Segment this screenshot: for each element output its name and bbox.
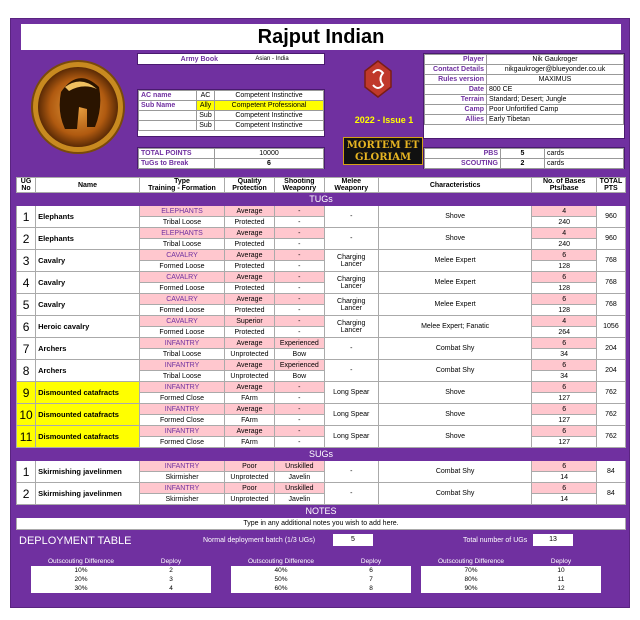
header-type: Type Training - Formation: [139, 178, 224, 193]
outscouting-diff-value: 10%: [31, 566, 131, 575]
unit-protection[interactable]: FArm: [225, 393, 275, 404]
unit-shooting[interactable]: Experienced: [274, 338, 324, 349]
melee-weaponry-cell[interactable]: Charging Lancer: [324, 294, 378, 316]
unit-protection[interactable]: Protected: [225, 283, 275, 294]
unit-weaponry[interactable]: -: [274, 239, 324, 250]
unit-characteristics[interactable]: Shove: [378, 228, 532, 250]
unit-protection[interactable]: Unprotected: [225, 371, 275, 382]
unit-characteristics[interactable]: Combat Shy: [378, 483, 532, 505]
unit-weaponry[interactable]: -: [274, 327, 324, 338]
melee-weaponry-cell[interactable]: -: [324, 206, 378, 228]
notes-section-header: NOTES: [17, 505, 626, 518]
unit-characteristics[interactable]: Combat Shy: [378, 360, 532, 382]
unit-type[interactable]: INFANTRY: [139, 382, 224, 393]
terrain-value[interactable]: Standard; Desert; Jungle: [487, 95, 624, 105]
unit-protection[interactable]: Protected: [225, 261, 275, 272]
unit-shooting[interactable]: Unskilled: [274, 483, 324, 494]
unit-shooting[interactable]: -: [274, 316, 324, 327]
pbs-scouting-box: [423, 147, 625, 169]
unit-pts-per-base: 34: [532, 371, 596, 382]
deploy-value: 12: [521, 584, 601, 593]
melee-weaponry-cell[interactable]: Charging Lancer: [324, 316, 378, 338]
unit-pts-per-base: 240: [532, 217, 596, 228]
mortem-logo-text: MORTEM ET GLORIAM: [346, 140, 420, 163]
ug-number: 6: [17, 316, 36, 338]
unit-characteristics[interactable]: Melee Expert: [378, 272, 532, 294]
unit-quality[interactable]: Poor: [225, 461, 275, 472]
deploy-header: Deploy: [360, 558, 382, 565]
ac-value[interactable]: Competent Instinctive: [215, 91, 324, 101]
ug-number: 4: [17, 272, 36, 294]
ug-number: 3: [17, 250, 36, 272]
unit-formation[interactable]: Tribal Loose: [139, 217, 224, 228]
unit-formation[interactable]: Skirmisher: [139, 472, 224, 483]
unit-shooting[interactable]: -: [274, 272, 324, 283]
tugs-break-value: 6: [215, 159, 324, 169]
unit-total-pts: 1056: [596, 316, 625, 338]
unit-quality[interactable]: Average: [225, 382, 275, 393]
terrain-label: Terrain: [425, 95, 487, 105]
unit-total-pts: 768: [596, 250, 625, 272]
unit-pts-per-base: 127: [532, 393, 596, 404]
unit-protection[interactable]: FArm: [225, 415, 275, 426]
unit-row: [17, 272, 626, 283]
unit-formation[interactable]: Formed Loose: [139, 305, 224, 316]
notes-field[interactable]: Type in any additional notes you wish to add here.: [17, 518, 626, 530]
army-list-sheet: [10, 18, 630, 608]
unit-weaponry[interactable]: -: [274, 437, 324, 448]
melee-weaponry-cell[interactable]: Long Spear: [324, 382, 378, 404]
batch-value[interactable]: 5: [333, 534, 373, 546]
unit-name[interactable]: Dismounted catafracts: [36, 382, 140, 404]
allies-label: Allies: [425, 115, 487, 125]
unit-type[interactable]: ELEPHANTS: [139, 228, 224, 239]
unit-total-pts: 768: [596, 294, 625, 316]
melee-weaponry-cell[interactable]: Long Spear: [324, 404, 378, 426]
sugs-section-header: SUGs: [17, 448, 626, 461]
unit-bases[interactable]: 6: [532, 360, 596, 371]
sub-label-empty: [139, 121, 197, 131]
unit-type[interactable]: CAVALRY: [139, 316, 224, 327]
unit-formation[interactable]: Formed Close: [139, 437, 224, 448]
unit-characteristics[interactable]: Shove: [378, 206, 532, 228]
outscouting-table: [31, 557, 211, 593]
unit-shooting[interactable]: -: [274, 206, 324, 217]
header-melee: Melee Weaponry: [324, 178, 378, 193]
unit-quality[interactable]: Average: [225, 338, 275, 349]
scouting-label: SCOUTING: [425, 159, 501, 169]
unit-protection[interactable]: Unprotected: [225, 349, 275, 360]
ug-number: 1: [17, 461, 36, 483]
unit-shooting[interactable]: -: [274, 294, 324, 305]
unit-characteristics[interactable]: Combat Shy: [378, 461, 532, 483]
unit-weaponry[interactable]: Javelin: [274, 472, 324, 483]
total-ugs-label: Total number of UGs: [463, 537, 528, 544]
unit-total-pts: 762: [596, 382, 625, 404]
sub-value[interactable]: Competent Instinctive: [215, 111, 324, 121]
outscouting-table: [421, 557, 601, 593]
mortem-et-gloriam-logo: [343, 137, 423, 165]
unit-formation[interactable]: Tribal Loose: [139, 349, 224, 360]
ug-number: 8: [17, 360, 36, 382]
unit-quality[interactable]: Average: [225, 272, 275, 283]
unit-bases[interactable]: 6: [532, 483, 596, 494]
unit-total-pts: 84: [596, 483, 625, 505]
unit-name[interactable]: Skirmishing javelinmen: [36, 483, 140, 505]
unit-type[interactable]: ELEPHANTS: [139, 206, 224, 217]
unit-total-pts: 204: [596, 338, 625, 360]
unit-row: [17, 382, 626, 393]
unit-quality[interactable]: Average: [225, 360, 275, 371]
unit-weaponry[interactable]: -: [274, 283, 324, 294]
outscouting-diff-value: 60%: [231, 584, 331, 593]
ug-number: 2: [17, 483, 36, 505]
unit-shooting[interactable]: Experienced: [274, 360, 324, 371]
unit-row: [17, 338, 626, 349]
unit-name[interactable]: Cavalry: [36, 250, 140, 272]
unit-characteristics[interactable]: Melee Expert: [378, 250, 532, 272]
deploy-value: 10: [521, 566, 601, 575]
unit-weaponry[interactable]: -: [274, 393, 324, 404]
unit-formation[interactable]: Tribal Loose: [139, 371, 224, 382]
unit-name[interactable]: Dismounted catafracts: [36, 404, 140, 426]
unit-bases[interactable]: 6: [532, 461, 596, 472]
header-quality: Quality Protection: [225, 178, 275, 193]
unit-row: [17, 360, 626, 371]
army-book-box: [137, 53, 325, 65]
unit-shooting[interactable]: -: [274, 426, 324, 437]
tugs-break-label: TuGs to Break: [139, 159, 215, 169]
unit-protection[interactable]: Unprotected: [225, 472, 275, 483]
outscouting-diff-header: Outscouting Difference: [248, 558, 314, 565]
unit-pts-per-base: 34: [532, 349, 596, 360]
unit-bases[interactable]: 6: [532, 404, 596, 415]
unit-weaponry[interactable]: -: [274, 261, 324, 272]
outscouting-diff-value: 30%: [31, 584, 131, 593]
unit-pts-per-base: 240: [532, 239, 596, 250]
unit-name[interactable]: Elephants: [36, 228, 140, 250]
unit-bases[interactable]: 6: [532, 382, 596, 393]
ug-number: 7: [17, 338, 36, 360]
unit-name[interactable]: Dismounted catafracts: [36, 426, 140, 448]
unit-bases[interactable]: 6: [532, 250, 596, 261]
unit-type[interactable]: INFANTRY: [139, 483, 224, 494]
unit-pts-per-base: 128: [532, 283, 596, 294]
header-ug: UG No: [17, 178, 36, 193]
unit-characteristics[interactable]: Combat Shy: [378, 338, 532, 360]
outscouting-diff-value: 40%: [231, 566, 331, 575]
unit-formation[interactable]: Formed Close: [139, 393, 224, 404]
contact-value[interactable]: nikgaukroger@blueyonder.co.uk: [487, 65, 624, 75]
unit-weaponry[interactable]: -: [274, 217, 324, 228]
sub-code: Sub: [197, 111, 215, 121]
header-bases: No. of Bases Pts/base: [532, 178, 596, 193]
unit-protection[interactable]: Protected: [225, 217, 275, 228]
unit-bases[interactable]: 6: [532, 426, 596, 437]
unit-total-pts: 762: [596, 426, 625, 448]
unit-type[interactable]: CAVALRY: [139, 294, 224, 305]
unit-pts-per-base: 128: [532, 261, 596, 272]
player-label: Player: [425, 55, 487, 65]
unit-bases[interactable]: 4: [532, 206, 596, 217]
ally-code: Ally: [197, 101, 215, 111]
player-info-box: [423, 53, 625, 139]
unit-row: [17, 316, 626, 327]
ac-label: AC name: [139, 91, 197, 101]
ug-number: 1: [17, 206, 36, 228]
unit-quality[interactable]: Average: [225, 250, 275, 261]
unit-row: [17, 461, 626, 472]
sub-code: Sub: [197, 121, 215, 131]
unit-protection[interactable]: Unprotected: [225, 494, 275, 505]
melee-weaponry-cell[interactable]: -: [324, 461, 378, 483]
unit-weaponry[interactable]: Bow: [274, 349, 324, 360]
unit-weaponry[interactable]: Javelin: [274, 494, 324, 505]
unit-characteristics[interactable]: Shove: [378, 426, 532, 448]
unit-type[interactable]: INFANTRY: [139, 404, 224, 415]
unit-bases[interactable]: 4: [532, 316, 596, 327]
unit-row: [17, 250, 626, 261]
tugs-section-header: TUGs: [17, 193, 626, 206]
unit-pts-per-base: 127: [532, 437, 596, 448]
unit-shooting[interactable]: -: [274, 250, 324, 261]
unit-shooting[interactable]: -: [274, 404, 324, 415]
army-title: Rajput Indian: [21, 24, 621, 50]
outscouting-table: [231, 557, 411, 593]
unit-weaponry[interactable]: -: [274, 305, 324, 316]
deploy-header: Deploy: [160, 558, 182, 565]
unit-characteristics[interactable]: Shove: [378, 404, 532, 426]
sub-label-empty: [139, 111, 197, 121]
scouting-value: 2: [501, 159, 545, 169]
unit-pts-per-base: 128: [532, 305, 596, 316]
ug-number: 10: [17, 404, 36, 426]
unit-row: [17, 483, 626, 494]
unit-shooting[interactable]: -: [274, 382, 324, 393]
rules-version-label: Rules version: [425, 75, 487, 85]
unit-name[interactable]: Skirmishing javelinmen: [36, 461, 140, 483]
rules-version-value[interactable]: MAXIMUS: [487, 75, 624, 85]
unit-quality[interactable]: Superior: [225, 316, 275, 327]
unit-quality[interactable]: Average: [225, 404, 275, 415]
deploy-value: 3: [131, 575, 211, 584]
unit-formation[interactable]: Formed Close: [139, 415, 224, 426]
unit-formation[interactable]: Skirmisher: [139, 494, 224, 505]
unit-total-pts: 960: [596, 228, 625, 250]
unit-protection[interactable]: Protected: [225, 327, 275, 338]
pbs-label: PBS: [425, 149, 501, 159]
outscouting-diff-header: Outscouting Difference: [438, 558, 504, 565]
melee-weaponry-cell[interactable]: Long Spear: [324, 426, 378, 448]
deploy-value: 4: [131, 584, 211, 593]
ug-number: 5: [17, 294, 36, 316]
batch-label: Normal deployment batch (1/3 UGs): [203, 537, 316, 544]
camp-label: Camp: [425, 105, 487, 115]
outscouting-diff-value: 80%: [421, 575, 521, 584]
melee-weaponry-cell[interactable]: -: [324, 360, 378, 382]
melee-weaponry-cell[interactable]: -: [324, 338, 378, 360]
unit-name[interactable]: Elephants: [36, 206, 140, 228]
player-value[interactable]: Nik Gaukroger: [487, 55, 624, 65]
unit-total-pts: 204: [596, 360, 625, 382]
unit-row: [17, 404, 626, 415]
points-box: [137, 147, 325, 169]
deploy-value: 7: [331, 575, 411, 584]
unit-type[interactable]: INFANTRY: [139, 461, 224, 472]
pbs-unit: cards: [545, 149, 624, 159]
unit-total-pts: 762: [596, 404, 625, 426]
ac-box: [137, 89, 325, 137]
ug-number: 2: [17, 228, 36, 250]
unit-quality[interactable]: Average: [225, 294, 275, 305]
melee-weaponry-cell[interactable]: Charging Lancer: [324, 250, 378, 272]
unit-weaponry[interactable]: -: [274, 415, 324, 426]
unit-pts-per-base: 14: [532, 494, 596, 505]
ug-number: 11: [17, 426, 36, 448]
army-book-value[interactable]: Asian - India: [255, 56, 289, 62]
deploy-header: Deploy: [550, 558, 572, 565]
unit-protection[interactable]: FArm: [225, 437, 275, 448]
units-table: [16, 177, 626, 530]
unit-shooting[interactable]: Unskilled: [274, 461, 324, 472]
unit-total-pts: 84: [596, 461, 625, 483]
unit-formation[interactable]: Formed Loose: [139, 327, 224, 338]
ally-value[interactable]: Competent Professional: [215, 101, 324, 111]
unit-name[interactable]: Cavalry: [36, 272, 140, 294]
ug-number: 9: [17, 382, 36, 404]
unit-name[interactable]: Archers: [36, 360, 140, 382]
camp-value[interactable]: Poor Unfortified Camp: [487, 105, 624, 115]
unit-pts-per-base: 127: [532, 415, 596, 426]
header-name: Name: [36, 178, 140, 193]
unit-total-pts: 960: [596, 206, 625, 228]
deploy-value: 6: [331, 566, 411, 575]
outscouting-diff-value: 90%: [421, 584, 521, 593]
unit-quality[interactable]: Average: [225, 426, 275, 437]
outscouting-diff-value: 50%: [231, 575, 331, 584]
scouting-unit: cards: [545, 159, 624, 169]
helmet-logo-icon: [21, 57, 135, 157]
unit-name[interactable]: Heroic cavalry: [36, 316, 140, 338]
allies-value[interactable]: Early Tibetan: [487, 115, 624, 125]
unit-quality[interactable]: Average: [225, 228, 275, 239]
melee-weaponry-cell[interactable]: -: [324, 483, 378, 505]
unit-formation[interactable]: Tribal Loose: [139, 239, 224, 250]
edition-label: 2022 - Issue 1: [354, 115, 414, 125]
melee-weaponry-cell[interactable]: -: [324, 228, 378, 250]
unit-pts-per-base: 264: [532, 327, 596, 338]
sub-name-label: Sub Name: [139, 101, 197, 111]
unit-weaponry[interactable]: Bow: [274, 371, 324, 382]
unit-characteristics[interactable]: Shove: [378, 382, 532, 404]
total-points-value[interactable]: 10000: [215, 149, 324, 159]
unit-bases[interactable]: 6: [532, 338, 596, 349]
unit-quality[interactable]: Average: [225, 206, 275, 217]
unit-type[interactable]: INFANTRY: [139, 360, 224, 371]
unit-row: [17, 426, 626, 437]
header-characteristics: Characteristics: [378, 178, 532, 193]
unit-pts-per-base: 14: [532, 472, 596, 483]
date-value[interactable]: 800 CE: [487, 85, 624, 95]
unit-shooting[interactable]: -: [274, 228, 324, 239]
melee-weaponry-cell[interactable]: Charging Lancer: [324, 272, 378, 294]
unit-type[interactable]: CAVALRY: [139, 250, 224, 261]
unit-protection[interactable]: Protected: [225, 239, 275, 250]
total-ugs-value[interactable]: 13: [533, 534, 573, 546]
unit-bases[interactable]: 4: [532, 228, 596, 239]
army-emblem-icon: [363, 59, 393, 99]
army-book-label: Army Book: [180, 55, 218, 63]
contact-label: Contact Details: [425, 65, 487, 75]
unit-characteristics[interactable]: Melee Expert: [378, 294, 532, 316]
outscouting-diff-value: 20%: [31, 575, 131, 584]
unit-type[interactable]: INFANTRY: [139, 426, 224, 437]
unit-characteristics[interactable]: Melee Expert; Fanatic: [378, 316, 532, 338]
deployment-title: DEPLOYMENT TABLE: [19, 535, 132, 547]
header-shooting: Shooting Weaponry: [274, 178, 324, 193]
deploy-value: 2: [131, 566, 211, 575]
unit-type[interactable]: CAVALRY: [139, 272, 224, 283]
sub-value[interactable]: Competent Instinctive: [215, 121, 324, 131]
unit-formation[interactable]: Formed Loose: [139, 261, 224, 272]
unit-formation[interactable]: Formed Loose: [139, 283, 224, 294]
date-label: Date: [425, 85, 487, 95]
deploy-value: 8: [331, 584, 411, 593]
ac-code: AC: [197, 91, 215, 101]
outscouting-diff-value: 70%: [421, 566, 521, 575]
total-points-label: TOTAL POINTS: [139, 149, 215, 159]
unit-protection[interactable]: Protected: [225, 305, 275, 316]
header-total: TOTAL PTS: [596, 178, 625, 193]
deploy-value: 11: [521, 575, 601, 584]
unit-row: [17, 206, 626, 217]
unit-name[interactable]: Cavalry: [36, 294, 140, 316]
unit-type[interactable]: INFANTRY: [139, 338, 224, 349]
unit-total-pts: 768: [596, 272, 625, 294]
unit-name[interactable]: Archers: [36, 338, 140, 360]
unit-row: [17, 294, 626, 305]
unit-bases[interactable]: 6: [532, 294, 596, 305]
unit-bases[interactable]: 6: [532, 272, 596, 283]
pbs-value: 5: [501, 149, 545, 159]
unit-row: [17, 228, 626, 239]
unit-quality[interactable]: Poor: [225, 483, 275, 494]
outscouting-diff-header: Outscouting Difference: [48, 558, 114, 565]
